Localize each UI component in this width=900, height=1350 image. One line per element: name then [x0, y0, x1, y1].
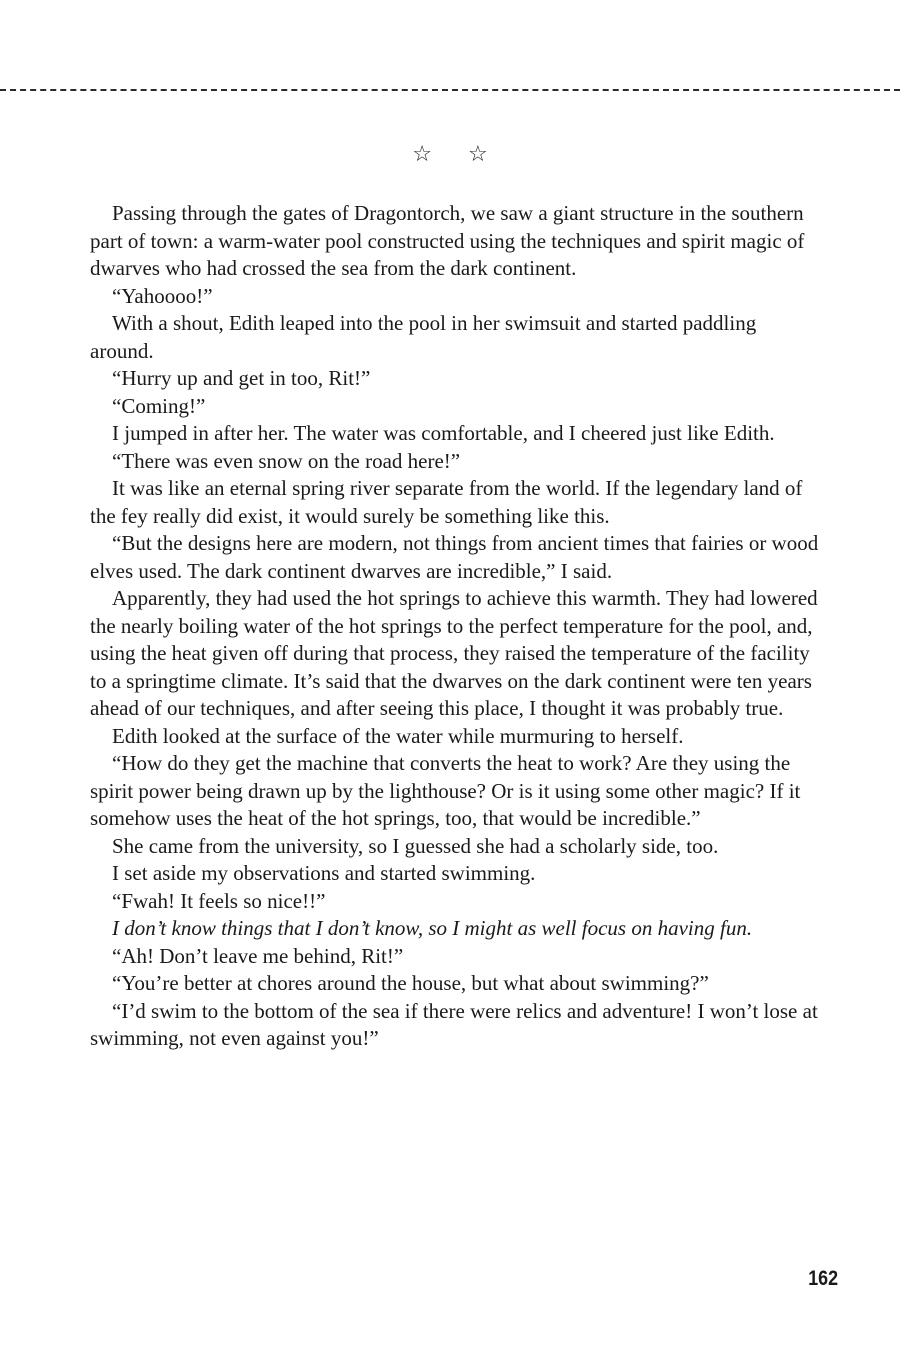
paragraph: “Coming!” [112, 393, 206, 418]
page-number: 162 [808, 1267, 838, 1290]
paragraph: “How do they get the machine that converts the heat to work? Are they using the spirit power being drawn up by the lighthouse? Or is it using some other magic? If it somehow uses the heat of the hot springs, too, that would be incredible.” [90, 751, 801, 830]
paragraph: She came from the university, so I guessed she had a scholarly side, too. [112, 833, 719, 858]
star-icon: ☆ [412, 142, 432, 167]
paragraph: “But the designs here are modern, not things from ancient times that fairies or wood elves used. The dark continent dwarves are incredible,” I said. [90, 531, 819, 583]
body-text [90, 200, 820, 1053]
paragraph: I jumped in after her. The water was comfortable, and I cheered just like Edith. [112, 421, 775, 445]
paragraph: It was like an eternal spring river separate from the world. If the legendary land of the fey really did exist, it would surely be something like this. [90, 476, 803, 528]
paragraph: “You’re better at chores around the house, but what about swimming?” [112, 971, 709, 995]
paragraph: Apparently, they had used the hot springs to achieve this warmth. They had lowered the nearly boiling water of the hot springs to the perfect temperature for the pool, and, using the heat given off during that process, they raised the temperature of the facility to a springtime climate. It’s said that the dwarves on the dark continent were ten years ahead of our techniques, and after seeing this place, I thought it was probably true. [90, 586, 818, 720]
dashed-divider [0, 89, 900, 91]
scene-break [0, 142, 900, 167]
paragraph: “Hurry up and get in too, Rit!” [112, 366, 371, 390]
paragraph: Passing through the gates of Dragontorch, we saw a giant structure in the southern part of town: a warm-water pool constructed using the techniques and spirit magic of dwarves who had crossed the sea from the dark continent. [90, 201, 805, 280]
paragraph: Edith looked at the surface of the water while murmuring to herself. [112, 723, 684, 748]
paragraph: With a shout, Edith leaped into the pool in her swimsuit and started paddling around. [90, 311, 757, 363]
paragraph: “There was even snow on the road here!” [112, 448, 461, 473]
paragraph: I set aside my observations and started swimming. [112, 861, 536, 885]
paragraph: “Fwah! It feels so nice!!” [112, 888, 326, 913]
paragraph: “Ah! Don’t leave me behind, Rit!” [112, 943, 404, 968]
paragraph: “Yahoooo!” [112, 283, 213, 308]
paragraph: “I’d swim to the bottom of the sea if there were relics and adventure! I won’t lose at swimming, not even against you!” [90, 998, 818, 1050]
italic-thought: I don’t know things that I don’t know, so I might as well focus on having fun. [112, 916, 753, 940]
star-icon: ☆ [468, 142, 488, 167]
